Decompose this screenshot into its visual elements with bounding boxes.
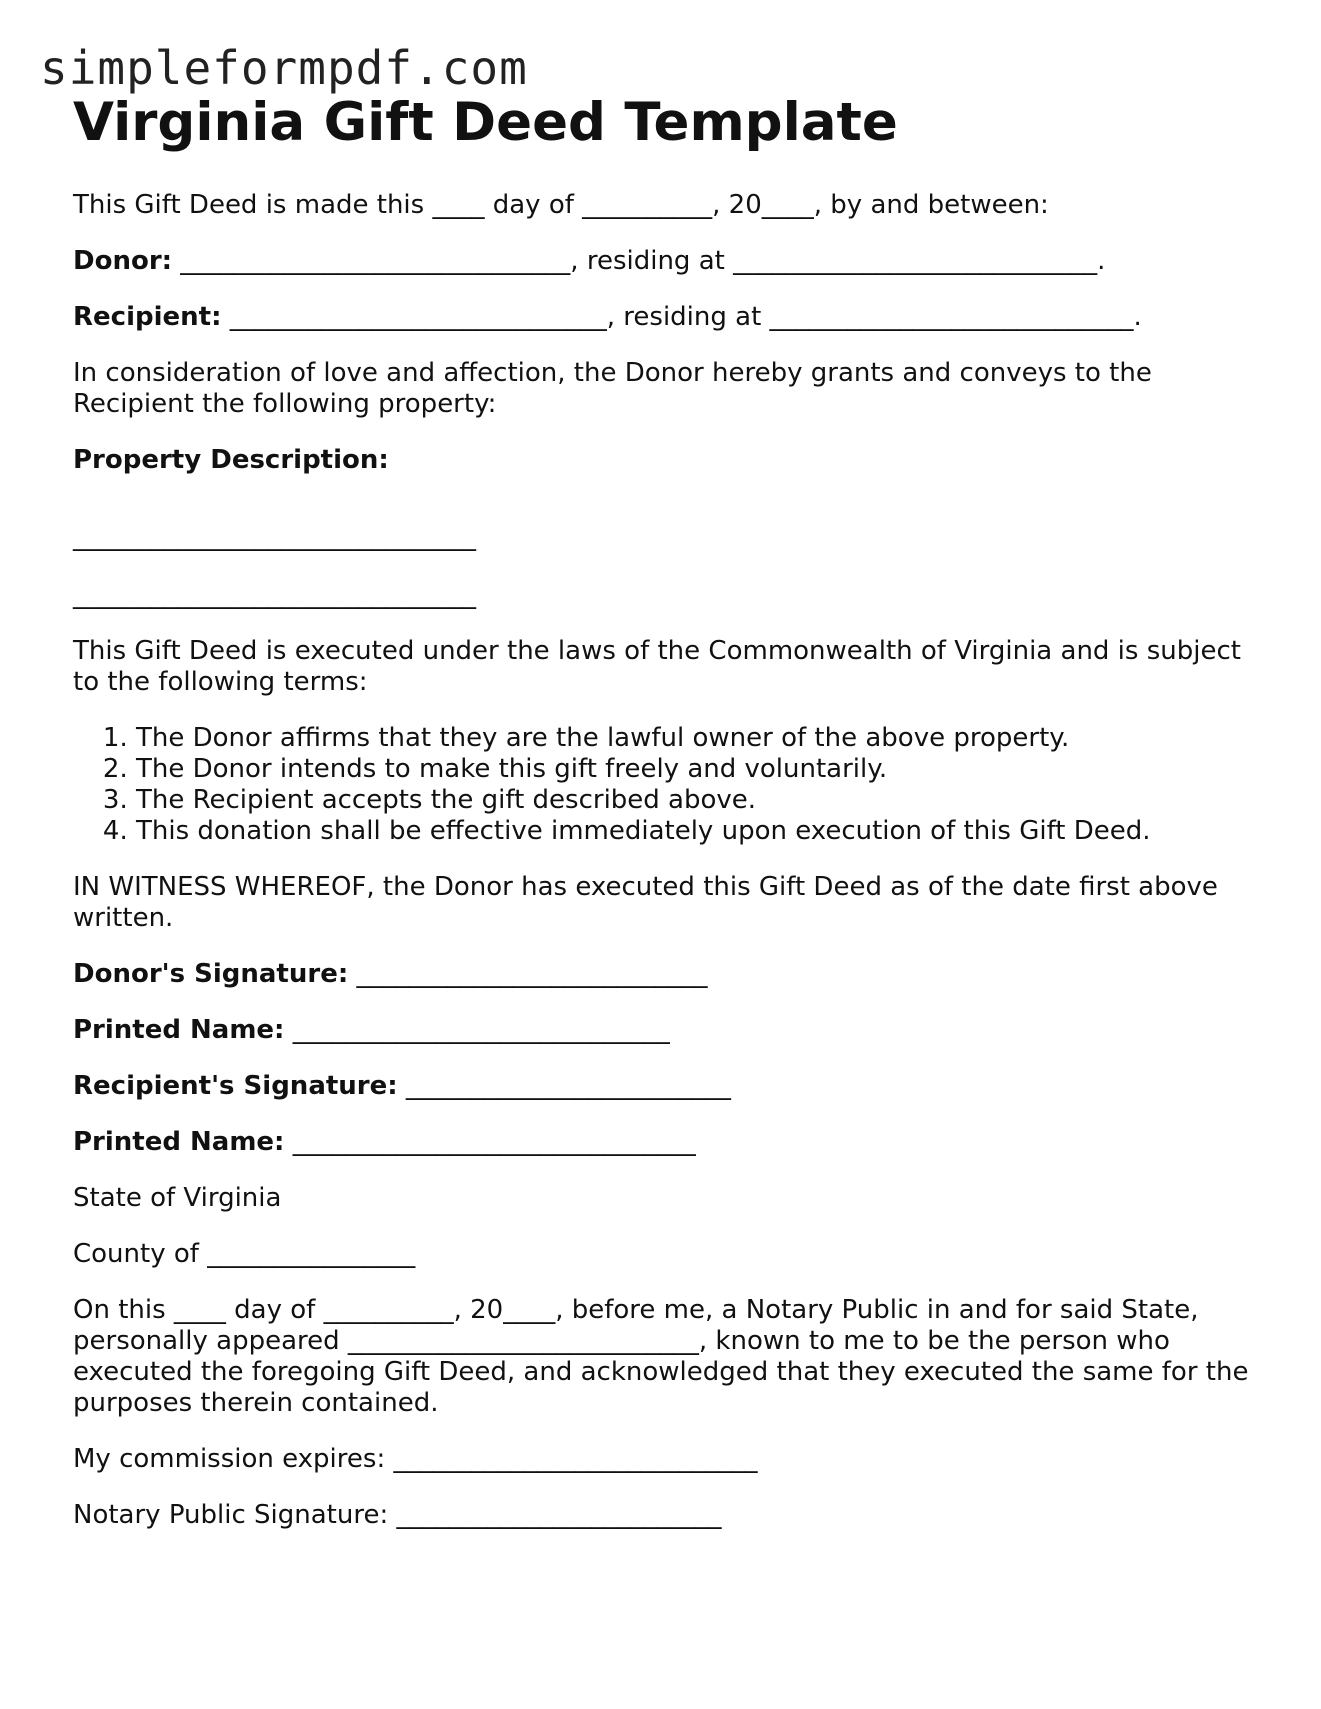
list-item: 4. This donation shall be effective immediately upon execution of this Gift Deed. bbox=[136, 816, 1263, 847]
recipient-printed-name-field: _______________________________ bbox=[284, 1127, 696, 1157]
recipient-printed-name-label: Printed Name: bbox=[73, 1127, 285, 1157]
witness-paragraph: IN WITNESS WHEREOF, the Donor has executed this Gift Deed as of the date first above written. bbox=[73, 872, 1218, 933]
donor-printed-name-line bbox=[73, 1015, 1263, 1046]
notary-county: County of ________________ bbox=[73, 1239, 416, 1269]
donor-signature-label: Donor's Signature: bbox=[73, 959, 349, 989]
donor-printed-name-label: Printed Name: bbox=[73, 1015, 285, 1045]
recipient-line bbox=[73, 302, 1263, 333]
recipient-signature-line bbox=[73, 1071, 1263, 1102]
terms-intro-paragraph: This Gift Deed is executed under the laws of the Commonwealth of Virginia and is subject to the following terms: bbox=[73, 636, 1241, 697]
watermark: simpleformpdf.com bbox=[40, 41, 528, 95]
list-item: 2. The Donor intends to make this gift freely and voluntarily. bbox=[136, 754, 1263, 785]
donor-signature-line bbox=[73, 959, 1263, 990]
notary-public-signature: Notary Public Signature: _________________________ bbox=[73, 1500, 722, 1530]
donor-label: Donor: bbox=[73, 246, 173, 276]
list-item: 3. The Recipient accepts the gift described above. bbox=[136, 785, 1263, 816]
recipient-label: Recipient: bbox=[73, 302, 222, 332]
property-blank-line-2: _______________________________ bbox=[73, 580, 476, 610]
recipient-printed-name-line bbox=[73, 1127, 1263, 1158]
donor-printed-name-field: _____________________________ bbox=[284, 1015, 670, 1045]
property-description-label: Property Description: bbox=[73, 445, 389, 475]
consideration-paragraph: In consideration of love and affection, the Donor hereby grants and conveys to the Recipient the following property: bbox=[73, 358, 1152, 419]
donor-line bbox=[73, 246, 1263, 277]
terms-list bbox=[73, 723, 1263, 847]
page-title: Virginia Gift Deed Template bbox=[73, 92, 898, 153]
list-item: 1. The Donor affirms that they are the lawful owner of the above property. bbox=[136, 723, 1263, 754]
notary-state: State of Virginia bbox=[73, 1183, 282, 1213]
recipient-fields: _____________________________, residing at ____________________________. bbox=[221, 302, 1142, 332]
property-blank-line-1: _______________________________ bbox=[73, 522, 476, 552]
property-description-heading bbox=[73, 445, 1263, 476]
notary-acknowledgment: On this ____ day of __________, 20____, before me, a Notary Public in and for said State, personally appeared ___________________________, known to me to be the person who executed the foregoing Gift Deed, and acknowledged that they executed the same for the purposes therein contained. bbox=[73, 1295, 1249, 1418]
donor-signature-field: ___________________________ bbox=[348, 959, 708, 989]
recipient-signature-field: _________________________ bbox=[397, 1071, 731, 1101]
notary-commission-expires: My commission expires: ____________________________ bbox=[73, 1444, 758, 1474]
recipient-signature-label: Recipient's Signature: bbox=[73, 1071, 398, 1101]
donor-fields: ______________________________, residing at ____________________________. bbox=[172, 246, 1106, 276]
document-body bbox=[73, 190, 1263, 1556]
intro-paragraph: This Gift Deed is made this ____ day of __________, 20____, by and between: bbox=[73, 190, 1049, 220]
